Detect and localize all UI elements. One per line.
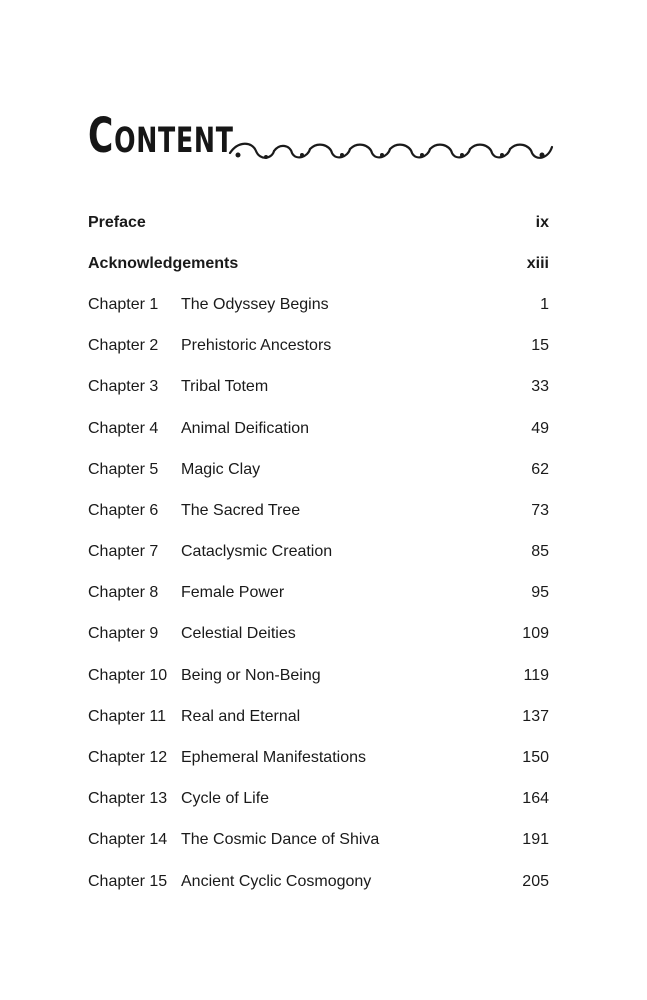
toc-row-chapter[interactable]: [88, 614, 549, 655]
toc-entry-title: Cataclysmic Creation: [181, 543, 333, 561]
toc-page-number: 150: [522, 749, 549, 767]
toc-chapter-label: Chapter 8: [88, 584, 159, 602]
toc-entry-title: The Odyssey Begins: [181, 295, 329, 313]
toc-row-chapter[interactable]: [88, 284, 549, 325]
toc-row-chapter[interactable]: [88, 696, 549, 737]
toc-entry-title: Being or Non-Being: [181, 666, 321, 684]
toc-page-number: 109: [522, 625, 549, 643]
toc-page-number: ix: [535, 213, 549, 231]
toc-row-chapter[interactable]: [88, 655, 549, 696]
toc-chapter-label: Chapter 11: [88, 707, 166, 725]
toc-chapter-label: Chapter 14: [88, 831, 168, 849]
toc-entry-title: Celestial Deities: [181, 625, 296, 643]
toc-row-chapter[interactable]: [88, 861, 549, 902]
toc-chapter-label: Chapter 9: [88, 625, 159, 643]
toc-entry-title: Animal Deification: [181, 419, 310, 437]
toc-row-chapter[interactable]: [88, 326, 549, 367]
toc-chapter-label: Chapter 1: [88, 295, 159, 313]
table-of-contents: [88, 202, 549, 902]
toc-page-number: 137: [522, 707, 549, 725]
toc-entry-title: Ancient Cyclic Cosmogony: [181, 872, 372, 890]
toc-entry-title: Real and Eternal: [181, 707, 301, 725]
toc-page-number: 164: [522, 790, 549, 808]
toc-chapter-label: Chapter 10: [88, 666, 168, 684]
toc-row-chapter[interactable]: [88, 737, 549, 778]
toc-chapter-label: Chapter 4: [88, 419, 159, 437]
toc-page-number: 85: [531, 543, 549, 561]
toc-chapter-label: Chapter 13: [88, 790, 168, 808]
toc-chapter-label: Chapter 15: [88, 872, 168, 890]
toc-row-chapter[interactable]: [88, 573, 549, 614]
toc-row-chapter[interactable]: [88, 367, 549, 408]
toc-page-number: 205: [522, 872, 549, 890]
toc-entry-title: Prehistoric Ancestors: [181, 337, 332, 355]
toc-chapter-label: Chapter 6: [88, 501, 159, 519]
toc-page-number: 191: [522, 831, 549, 849]
toc-entry-title: The Sacred Tree: [181, 501, 301, 519]
toc-entry-title: Female Power: [181, 584, 285, 602]
toc-entry-title: Magic Clay: [181, 460, 261, 478]
toc-row-chapter[interactable]: [88, 820, 549, 861]
toc-entry-title: Tribal Totem: [181, 378, 269, 396]
toc-row-chapter[interactable]: [88, 779, 549, 820]
toc-chapter-label: Chapter 12: [88, 749, 168, 767]
toc-entry-title: Ephemeral Manifestations: [181, 749, 366, 767]
chapter-list: [88, 284, 549, 902]
toc-row-acknowledgements[interactable]: [88, 243, 549, 284]
toc-page-number: 1: [540, 295, 549, 313]
page-title: CONTENT: [88, 108, 234, 164]
toc-row-chapter[interactable]: [88, 449, 549, 490]
ornament-divider-icon: [226, 135, 556, 167]
toc-page-number: xiii: [526, 254, 549, 272]
toc-page-number: 33: [531, 378, 549, 396]
toc-entry-title: Acknowledgements: [88, 254, 239, 272]
toc-page-number: 49: [531, 419, 549, 437]
toc-chapter-label: Chapter 7: [88, 543, 159, 561]
toc-chapter-label: Chapter 5: [88, 460, 159, 478]
toc-page-number: 73: [531, 501, 549, 519]
toc-row-chapter[interactable]: [88, 490, 549, 531]
toc-page-number: 62: [531, 460, 549, 478]
toc-page-number: 15: [531, 337, 549, 355]
toc-row-preface[interactable]: [88, 202, 549, 243]
toc-chapter-label: Chapter 2: [88, 337, 159, 355]
toc-page-number: 95: [531, 584, 549, 602]
toc-row-chapter[interactable]: [88, 408, 549, 449]
toc-row-chapter[interactable]: [88, 532, 549, 573]
toc-page-number: 119: [523, 666, 549, 684]
toc-entry-title: Cycle of Life: [181, 790, 270, 808]
toc-chapter-label: Chapter 3: [88, 378, 159, 396]
toc-entry-title: Preface: [88, 213, 146, 231]
toc-entry-title: The Cosmic Dance of Shiva: [181, 831, 380, 849]
